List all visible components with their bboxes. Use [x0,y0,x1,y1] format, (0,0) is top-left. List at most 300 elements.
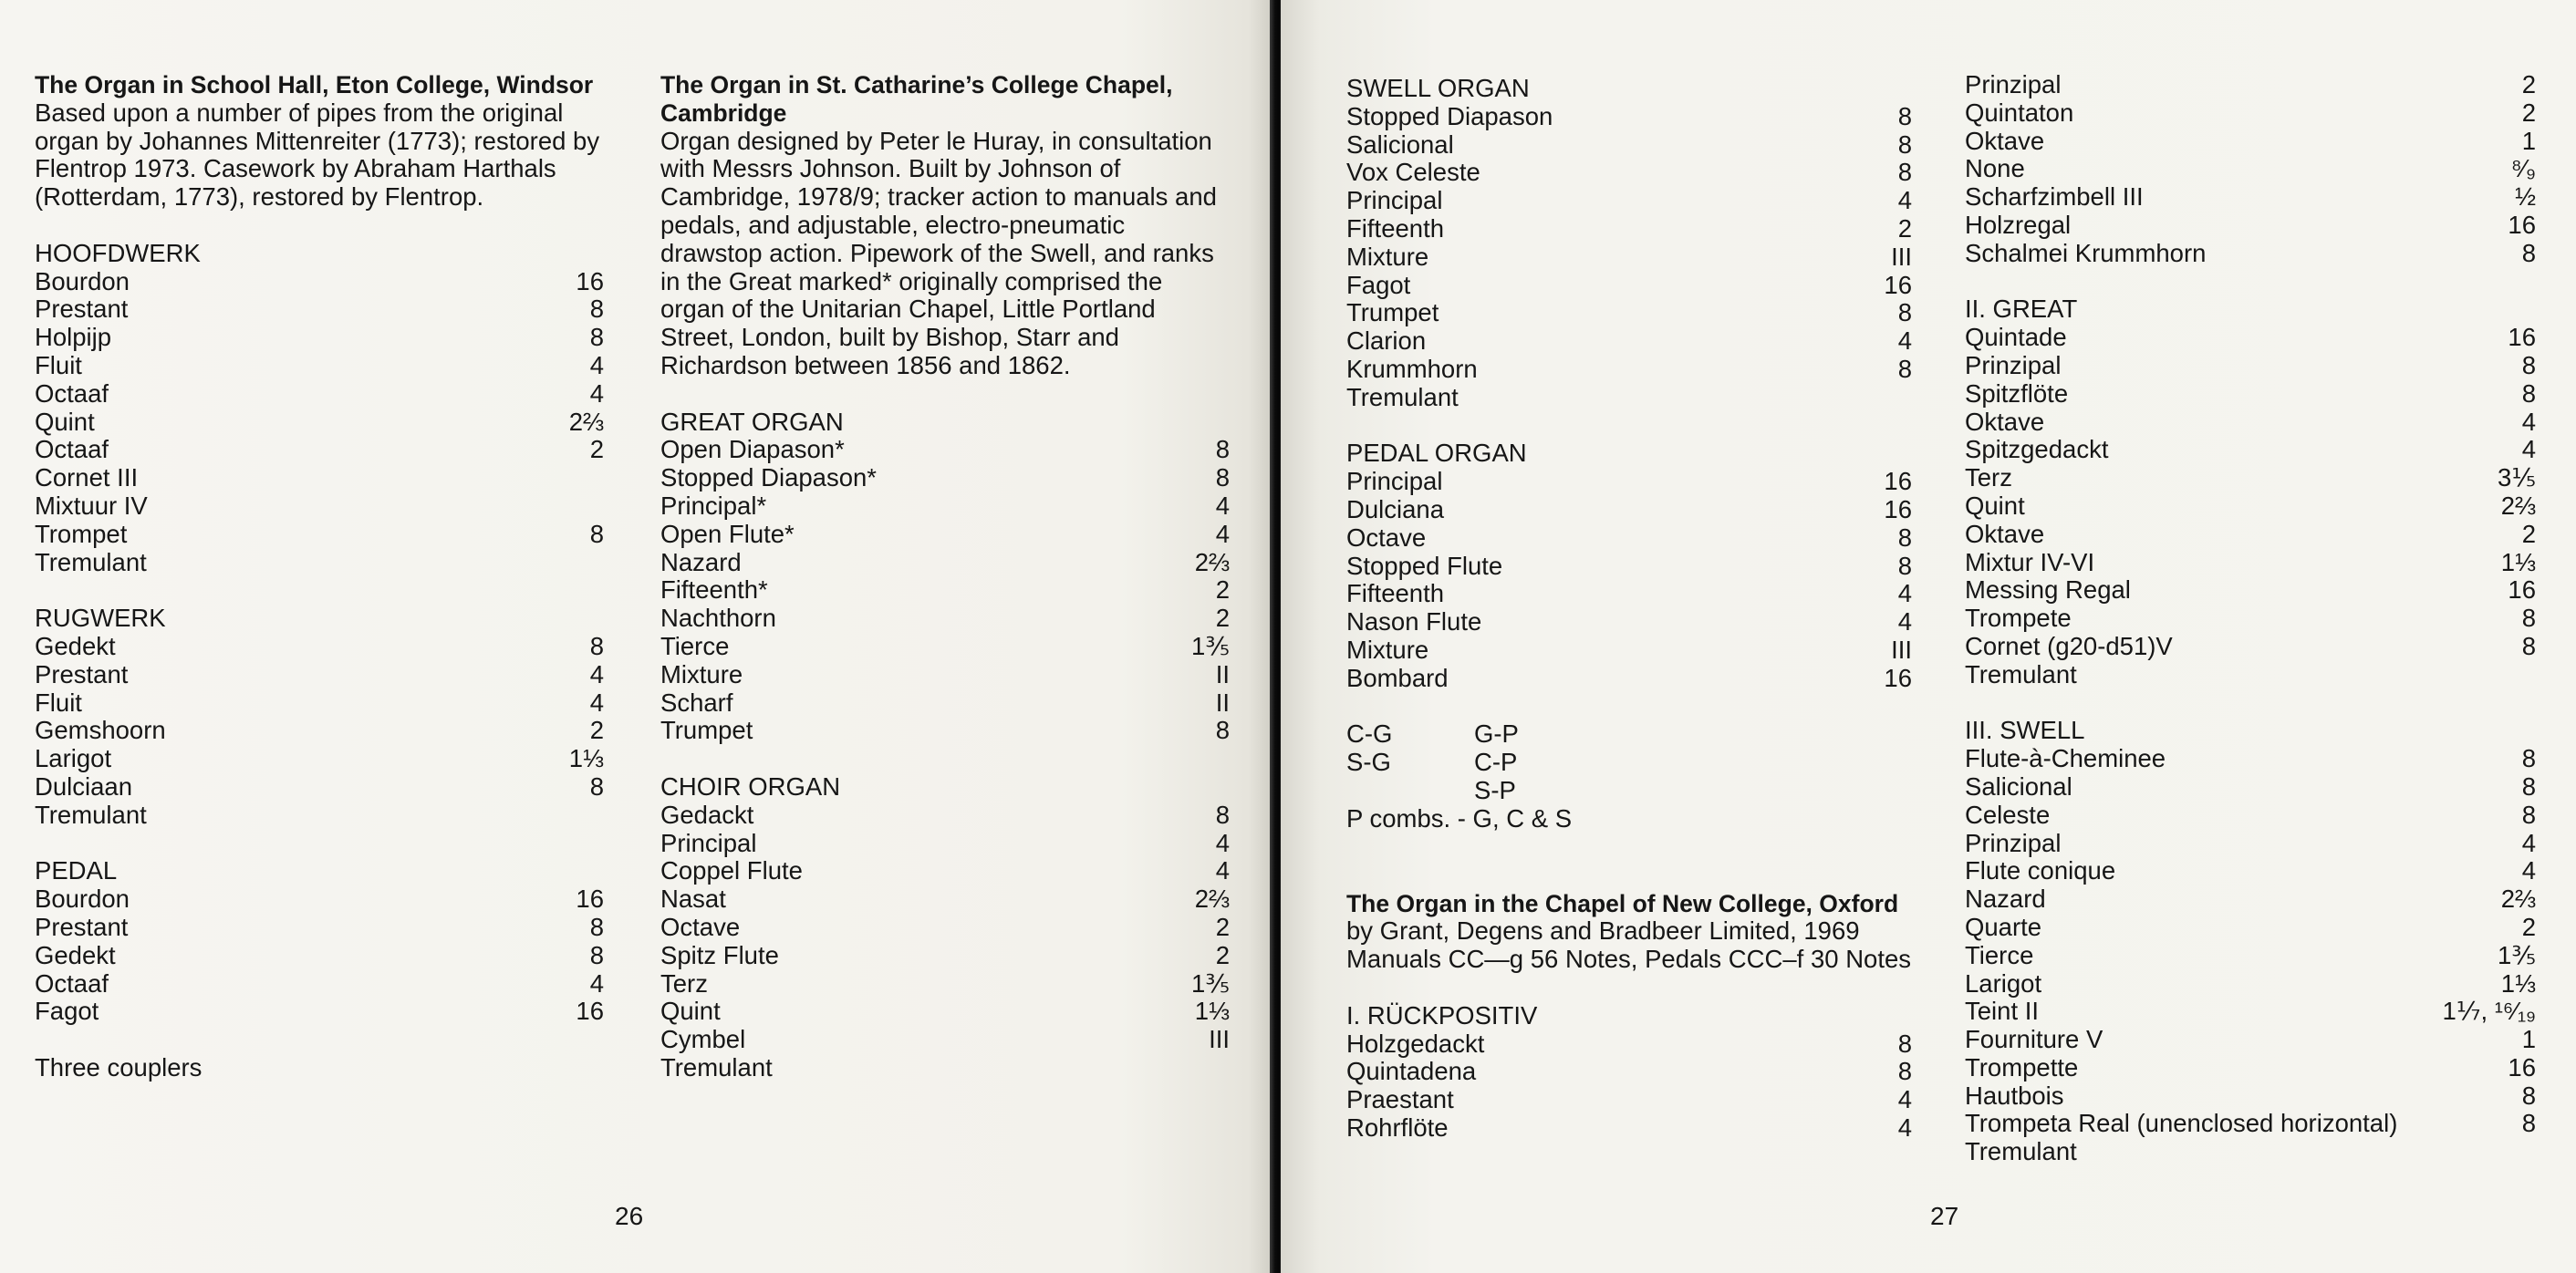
division-section [35,857,604,1026]
stop-name: Octave [660,912,741,941]
stop-row [1965,885,2536,914]
stop-pitch: 2⅔ [2500,491,2536,520]
stop-row [1346,468,1912,496]
stop-row [1965,576,2536,605]
stop-name: Octaaf [35,968,109,998]
stop-row [660,998,1230,1026]
stop-pitch: 1 [2521,126,2536,155]
stop-row [660,802,1230,830]
stop-pitch: 8 [589,771,604,801]
stop-name: Cornet (g20-d51)V [1965,631,2173,660]
stop-pitch: 2 [1215,912,1230,941]
stop-pitch: 8 [2521,350,2536,379]
stop-row [1346,553,1912,581]
stop-name: Trompeta Real (unenclosed horizontal) [1965,1109,2398,1138]
stop-pitch: 8 [2521,238,2536,267]
stop-row [1965,549,2536,577]
stop-name: Fagot [1346,270,1411,299]
stop-pitch: 2⅔ [568,407,604,436]
stop-pitch: 8 [2521,604,2536,633]
stop-name: Trompet [35,519,128,548]
stop-pitch: 8 [1897,1029,1912,1058]
stop-row [660,661,1230,689]
stop-pitch: 2 [1897,213,1912,243]
stop-pitch: 8 [2521,771,2536,801]
stop-pitch: II [1215,659,1230,688]
stop-name: Prestant [35,295,129,324]
stop-name: Stopped Diapason [1346,101,1553,130]
stop-pitch: 16 [1884,663,1912,692]
stop-row [1965,155,2536,183]
division-section [1346,440,1912,692]
new-college-compass: Manuals CC—g 56 Notes, Pedals CCC–f 30 Notes [1346,945,1912,974]
stop-name: Holpijp [35,323,112,352]
stop-pitch: 4 [2521,856,2536,885]
stop-row [1346,327,1912,356]
stop-name: Octave [1346,523,1427,552]
stop-row [1346,159,1912,187]
stop-row [1346,1114,1912,1143]
stop-name: Trompete [1965,604,2072,633]
stop-pitch: 1⅗ [1191,631,1230,660]
stop-name: Scharfzimbell III [1965,182,2144,212]
stop-row [1346,299,1912,327]
stop-name: None [1965,154,2025,183]
stop-row [35,436,604,464]
division-title: HOOFDWERK [35,238,201,267]
stop-name: Tremulant [1965,1137,2077,1166]
stop-name: Spitzgedackt [1965,435,2109,464]
stop-row [660,942,1230,970]
stop-pitch: 16 [576,997,604,1026]
stop-row [35,717,604,745]
stop-pitch: ⁸⁄₉ [2510,154,2536,183]
stop-name: Messing Regal [1965,575,2131,605]
stop-pitch: 1⅗ [2498,940,2536,969]
stop-row [1346,1058,1912,1086]
stop-pitch: 2 [2521,70,2536,98]
stop-name: Prinzipal [1965,828,2062,857]
stop-pitch: 8 [1897,354,1912,383]
stop-pitch: 8 [589,295,604,324]
coupler: C-G [1346,719,1393,749]
new-college-builder: by Grant, Degens and Bradbeer Limited, 1969 [1346,916,1860,946]
stop-pitch: 4 [1215,856,1230,885]
stop-pitch: 2 [2521,519,2536,548]
stop-name: Bombard [1346,663,1449,692]
catharine-title: The Organ in St. Catharine’s College Chapel, Cambridge [660,71,1173,127]
stop-name: Teint II [1965,997,2040,1026]
catharine-column [660,71,1230,1082]
division-section [660,773,1230,1082]
stop-name: Trumpet [1346,298,1439,327]
stop-name: Mixture [1346,242,1429,271]
eton-description: Based upon a number of pipes from the original organ by Johannes Mittenreiter (1773); restored by Flentrop 1973. Casework by Abraham Harthals (Rotterdam, 1773), restored by Flentrop. [35,98,600,212]
stop-row [1965,745,2536,773]
stop-pitch: 8 [1215,800,1230,829]
stop-row [660,970,1230,999]
stop-name: Fifteenth [1346,579,1445,608]
coupler-block [1346,720,1912,833]
stop-pitch: 1⅓ [2500,547,2536,576]
stop-name: Bourdon [35,266,130,295]
stop-pitch: 4 [1897,186,1912,215]
stop-pitch: 2 [1215,604,1230,633]
stop-name: Stopped Flute [1346,551,1503,580]
stop-row [1965,970,2536,999]
stop-pitch: ½ [2515,182,2536,212]
stop-name: Bourdon [35,885,130,914]
stop-row [1965,1054,2536,1082]
stop-pitch: 2 [589,716,604,745]
stop-pitch: 2 [1215,575,1230,605]
stop-row [1965,1026,2536,1054]
stop-name: Rohrflöte [1346,1113,1449,1142]
stop-row [1965,942,2536,970]
stop-row [1965,773,2536,802]
division-section [35,240,604,577]
stop-name: Quint [1965,491,2025,520]
stop-name: Clarion [1346,326,1427,356]
stop-pitch: 2⅔ [1194,885,1230,914]
division-title: CHOIR ORGAN [660,771,841,801]
stop-row [1965,183,2536,212]
stop-pitch: 8 [1215,435,1230,464]
stop-row [1965,1082,2536,1111]
stop-row [35,998,604,1026]
division-section [1965,295,2536,688]
stop-pitch: 4 [1897,1113,1912,1142]
stop-row [1965,492,2536,521]
stop-pitch: 4 [1897,1085,1912,1114]
stop-row [35,745,604,773]
stop-row [660,717,1230,745]
catharine-stoplist [660,409,1230,1082]
stop-row [660,576,1230,605]
stop-name: Octaaf [35,435,109,464]
stop-row [1965,802,2536,830]
stop-row [1965,857,2536,885]
stop-name: Krummhorn [1346,354,1478,383]
division-title: RUGWERK [35,604,166,633]
stop-name: Holzregal [1965,210,2072,239]
division-section [1965,71,2536,268]
stop-row [660,436,1230,464]
stop-name: Nazard [660,547,742,576]
stop-pitch: 1 [2521,1025,2536,1054]
stop-name: Scharf [660,688,733,717]
stop-name: Fluit [35,350,82,379]
page-number-left: 26 [615,1202,644,1230]
stop-name: Mixture [1346,635,1429,664]
stop-pitch: 1⅓ [1194,997,1230,1026]
stop-row [1965,914,2536,942]
stop-pitch: 2⅔ [2500,885,2536,914]
stop-pitch: 16 [2508,323,2536,352]
stop-name: Fagot [35,997,99,1026]
stop-name: Larigot [1965,968,2042,998]
stop-row [1965,1110,2536,1138]
stop-pitch: 3⅕ [2498,463,2536,492]
stop-row [1346,580,1912,608]
stop-name: Mixtur IV-VI [1965,547,2095,576]
stop-row [1346,131,1912,160]
stop-name: Larigot [35,744,112,773]
stop-name: Gemshoorn [35,716,166,745]
stop-pitch: 8 [1215,716,1230,745]
stop-row [35,661,604,689]
stop-name: Prestant [35,659,129,688]
stop-row [35,549,604,577]
stop-row [660,1054,1230,1082]
stop-pitch: 16 [1884,270,1912,299]
stop-pitch: 4 [589,688,604,717]
stop-pitch: 8 [1897,1057,1912,1086]
stop-row [35,689,604,718]
coupler: S-G [1346,748,1391,777]
stop-row [1965,998,2536,1026]
stop-name: Nason Flute [1346,607,1482,636]
stop-name: Hautbois [1965,1081,2064,1110]
new-college-stoplist [1965,71,2536,1166]
stop-pitch: 8 [2521,800,2536,829]
stop-name: Fifteenth* [660,575,768,605]
stop-name: Cornet III [35,463,139,492]
rueckpositiv-stoplist [1346,1002,1912,1143]
stop-name: Spitz Flute [660,940,779,969]
stop-row [1346,1030,1912,1059]
catharine-continued-stoplist [1346,75,1912,693]
stop-pitch: 4 [1897,607,1912,636]
stop-pitch: 1⅐, ¹⁶⁄₁₉ [2442,997,2536,1026]
stop-name: Quintadena [1346,1057,1477,1086]
page-number-right: 27 [1930,1202,1959,1230]
stop-name: Oktave [1965,407,2045,436]
division-title: III. SWELL [1965,716,2085,745]
stop-pitch: 8 [1897,158,1912,187]
stop-pitch: III [1891,242,1912,271]
stop-row [1346,187,1912,215]
stop-name: Stopped Diapason* [660,463,877,492]
stop-row [660,605,1230,633]
stop-pitch: 8 [589,912,604,941]
stop-row [1965,830,2536,858]
stop-pitch: 2 [589,435,604,464]
stop-row [1965,99,2536,128]
stop-name: Salicional [1346,129,1454,159]
stop-pitch: 1⅗ [1191,968,1230,998]
stop-name: Prestant [35,912,129,941]
stop-row [35,409,604,437]
new-college-column [1965,71,2536,1166]
new-college-title: The Organ in the Chapel of New College, Oxford [1346,889,1899,917]
stop-row [1346,1086,1912,1114]
stop-row [1346,608,1912,636]
stop-name: Mixture [660,659,743,688]
division-section [1965,717,2536,1166]
stop-row [1965,212,2536,240]
stop-pitch: 8 [2521,631,2536,660]
stop-row [660,492,1230,521]
stop-name: Tremulant [35,800,147,829]
stop-name: Flute conique [1965,856,2116,885]
stop-pitch: 8 [2521,1109,2536,1138]
stop-pitch: 16 [1884,467,1912,496]
coupler: C-P [1474,748,1518,777]
stop-row [660,464,1230,492]
stop-row [1965,71,2536,99]
stop-row [660,885,1230,914]
stop-name: Trompette [1965,1052,2079,1082]
stop-pitch: 4 [2521,828,2536,857]
stop-name: Quarte [1965,912,2042,941]
stop-pitch: 4 [1897,326,1912,356]
stop-name: Tierce [660,631,730,660]
stop-name: Oktave [1965,519,2045,548]
stop-name: Flute-à-Cheminee [1965,744,2166,773]
stop-row [1346,636,1912,665]
stop-pitch: 4 [589,659,604,688]
stop-row [660,857,1230,885]
stop-pitch: 8 [2521,744,2536,773]
stop-pitch: 16 [2508,1052,2536,1082]
stop-row [1346,243,1912,272]
stop-name: Open Diapason* [660,435,845,464]
stop-pitch: 4 [2521,407,2536,436]
stop-pitch: 4 [1897,579,1912,608]
catharine-continued-column [1346,75,1912,1143]
stop-row [1965,240,2536,268]
stop-name: Praestant [1346,1085,1454,1114]
division-title: SWELL ORGAN [1346,74,1530,102]
division-title: PEDAL [35,856,118,885]
stop-row [1346,496,1912,524]
stop-pitch: 1⅓ [568,744,604,773]
stop-row [1965,324,2536,352]
stop-name: Octaaf [35,378,109,408]
stop-row [1965,409,2536,437]
stop-name: Prinzipal [1965,70,2062,98]
stop-pitch: 8 [1897,101,1912,130]
stop-pitch: 2 [1215,940,1230,969]
stop-row [660,830,1230,858]
stop-pitch: 16 [1884,494,1912,523]
stop-pitch: 4 [589,968,604,998]
stop-name: Fourniture V [1965,1025,2103,1054]
eton-stoplist [35,240,604,1026]
stop-row [1965,605,2536,633]
division-title: PEDAL ORGAN [1346,439,1527,468]
stop-row [35,633,604,661]
division-title: I. RÜCKPOSITIV [1346,1000,1538,1030]
stop-name: Tremulant [660,1052,773,1082]
stop-pitch: 8 [1897,523,1912,552]
division-section [660,409,1230,746]
stop-name: Dulciaan [35,771,133,801]
stop-name: Cymbel [660,1025,746,1054]
stop-name: Terz [660,968,708,998]
stop-pitch: 4 [589,350,604,379]
stop-pitch: 8 [589,940,604,969]
stop-name: Principal [1346,186,1443,215]
stop-pitch: 8 [1215,463,1230,492]
stop-name: Nazard [1965,885,2046,914]
catharine-description: Organ designed by Peter le Huray, in consultation with Messrs Johnson. Built by Johnson of Cambridge, 1978/9; tracker action to manuals and pedals, and adjustable, electro-pneumatic drawstop action. Pipework of the Swell, and ranks in the Great marked* originally comprised the organ of the Unitarian Chapel, Little Portland Street, London, built by Bishop, Starr and Richardson between 1856 and 1862. [660,126,1217,379]
stop-pitch: 16 [576,885,604,914]
stop-name: Gedackt [660,800,754,829]
stop-pitch: 8 [1897,298,1912,327]
stop-name: Salicional [1965,771,2072,801]
stop-row [35,914,604,942]
stop-row [35,970,604,999]
stop-pitch: 4 [1215,519,1230,548]
stop-row [660,1026,1230,1054]
stop-row [660,521,1230,549]
coupler: G-P [1474,719,1519,749]
stop-pitch: 8 [1897,129,1912,159]
stop-name: Fifteenth [1346,213,1445,243]
stop-pitch: 2 [2521,912,2536,941]
stop-name: Quint [660,997,721,1026]
combination-pistons: P combs. - G, C & S [1346,803,1573,833]
stop-pitch: 16 [576,266,604,295]
stop-row [35,464,604,492]
stop-pitch: 2⅔ [1194,547,1230,576]
stop-pitch: III [1209,1025,1230,1054]
stop-name: Dulciana [1346,494,1445,523]
stop-row [1965,661,2536,689]
stop-name: Tremulant [1346,382,1459,411]
stop-name: Terz [1965,463,2012,492]
stop-row [35,380,604,409]
stop-name: Gedekt [35,631,116,660]
stop-row [1346,524,1912,553]
coupler [1346,777,1474,805]
stop-pitch: II [1215,688,1230,717]
stop-row [1346,272,1912,300]
stop-pitch: 8 [2521,378,2536,408]
stop-row [35,885,604,914]
stop-row [1965,464,2536,492]
stop-name: Nachthorn [660,604,776,633]
stop-name: Principal* [660,491,767,520]
eton-title: The Organ in School Hall, Eton College, Windsor [35,71,594,98]
stop-row [35,324,604,352]
stop-row [1346,665,1912,693]
stop-name: Principal [1346,467,1443,496]
stop-name: Vox Celeste [1346,158,1480,187]
stop-name: Oktave [1965,126,2045,155]
stop-pitch: 2 [2521,98,2536,127]
stop-row [1965,436,2536,464]
stop-name: Prinzipal [1965,350,2062,379]
stop-name: Nasat [660,885,726,914]
division-section [1346,75,1912,412]
stop-row [1965,633,2536,661]
stop-row [1965,380,2536,409]
stop-name: Trumpet [660,716,753,745]
stop-row [35,942,604,970]
coupler-grid [1346,720,1912,804]
stop-pitch: 1⅓ [2500,968,2536,998]
stop-row [1346,215,1912,243]
division-section [1346,1002,1912,1143]
stop-row [1965,128,2536,156]
stop-pitch: 8 [589,631,604,660]
stop-name: Spitzflöte [1965,378,2069,408]
stop-row [1965,1138,2536,1166]
stop-pitch: 4 [2521,435,2536,464]
